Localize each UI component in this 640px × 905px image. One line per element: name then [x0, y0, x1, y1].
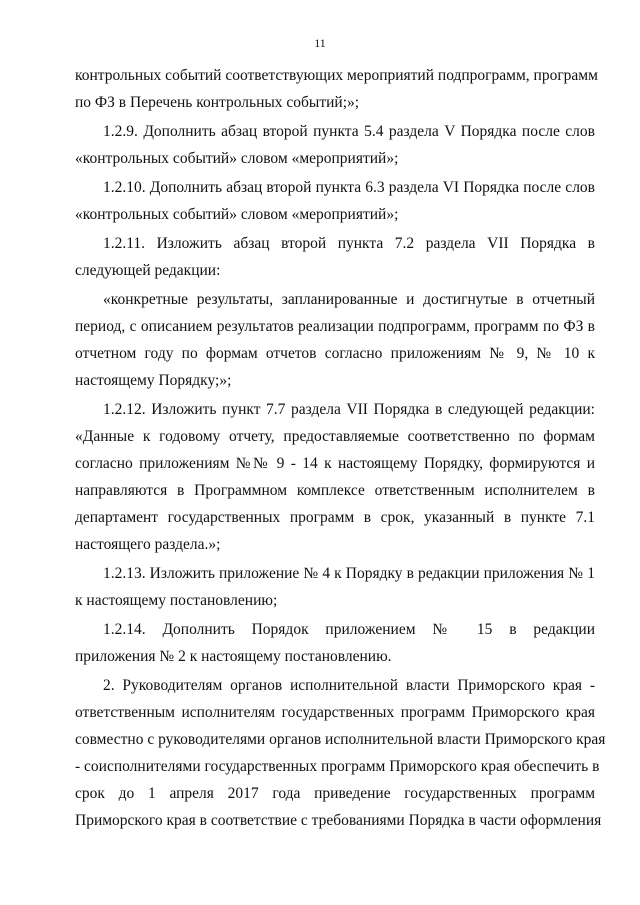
text-line: приложения № 2 к настоящему постановлению.: [75, 648, 392, 665]
text-line: настоящего раздела.»;: [75, 536, 221, 553]
text-line: - соисполнителями государственных программ Приморского края обеспечить в: [75, 758, 600, 775]
text-line: согласно приложениям №№ 9 - 14 к настоящему Порядку, формируются и: [75, 455, 595, 472]
text-line: Приморского края в соответствие с требованиями Порядка в части оформления: [75, 812, 602, 829]
text-line: «Данные к годовому отчету, предоставляемые соответственно по формам: [75, 428, 595, 445]
page-number: 11: [314, 36, 326, 50]
text-line: 1.2.10. Дополнить абзац второй пункта 6.3 раздела VI Порядка после слов: [103, 179, 595, 196]
text-line: 1.2.9. Дополнить абзац второй пункта 5.4 раздела V Порядка после слов: [103, 123, 595, 140]
text-line: 1.2.13. Изложить приложение № 4 к Порядку в редакции приложения № 1: [103, 565, 595, 582]
text-line: 2. Руководителям органов исполнительной власти Приморского края -: [103, 677, 595, 694]
text-line: срок до 1 апреля 2017 года приведение государственных программ: [75, 785, 595, 802]
text-line: следующей редакции:: [75, 262, 221, 279]
text-line: «контрольных событий» словом «мероприятий»;: [75, 206, 399, 223]
text-line: 1.2.12. Изложить пункт 7.7 раздела VII Порядка в следующей редакции:: [103, 401, 595, 418]
text-line: настоящему Порядку;»;: [75, 372, 232, 389]
text-line: направляются в Программном комплексе ответственным исполнителем в: [75, 482, 595, 499]
text-line: ответственным исполнителям государственных программ Приморского края: [75, 704, 595, 721]
text-line: 1.2.14. Дополнить Порядок приложением № 15 в редакции: [103, 621, 595, 638]
text-line: отчетном году по формам отчетов согласно приложениям № 9, № 10 к: [75, 345, 595, 362]
text-line: совместно с руководителями органов исполнительной власти Приморского края: [75, 731, 606, 748]
text-line: 1.2.11. Изложить абзац второй пункта 7.2 раздела VII Порядка в: [103, 235, 595, 252]
text-line: по ФЗ в Перечень контрольных событий;»;: [75, 94, 360, 111]
text-line: «конкретные результаты, запланированные и достигнутые в отчетный: [103, 291, 595, 308]
text-line: период, с описанием результатов реализации подпрограмм, программ по ФЗ в: [75, 318, 595, 335]
text-line: контрольных событий соответствующих мероприятий подпрограмм, программ: [75, 67, 598, 84]
text-line: «контрольных событий» словом «мероприятий»;: [75, 150, 399, 167]
text-line: к настоящему постановлению;: [75, 592, 278, 609]
text-line: департамент государственных программ в срок, указанный в пункте 7.1: [75, 509, 595, 526]
